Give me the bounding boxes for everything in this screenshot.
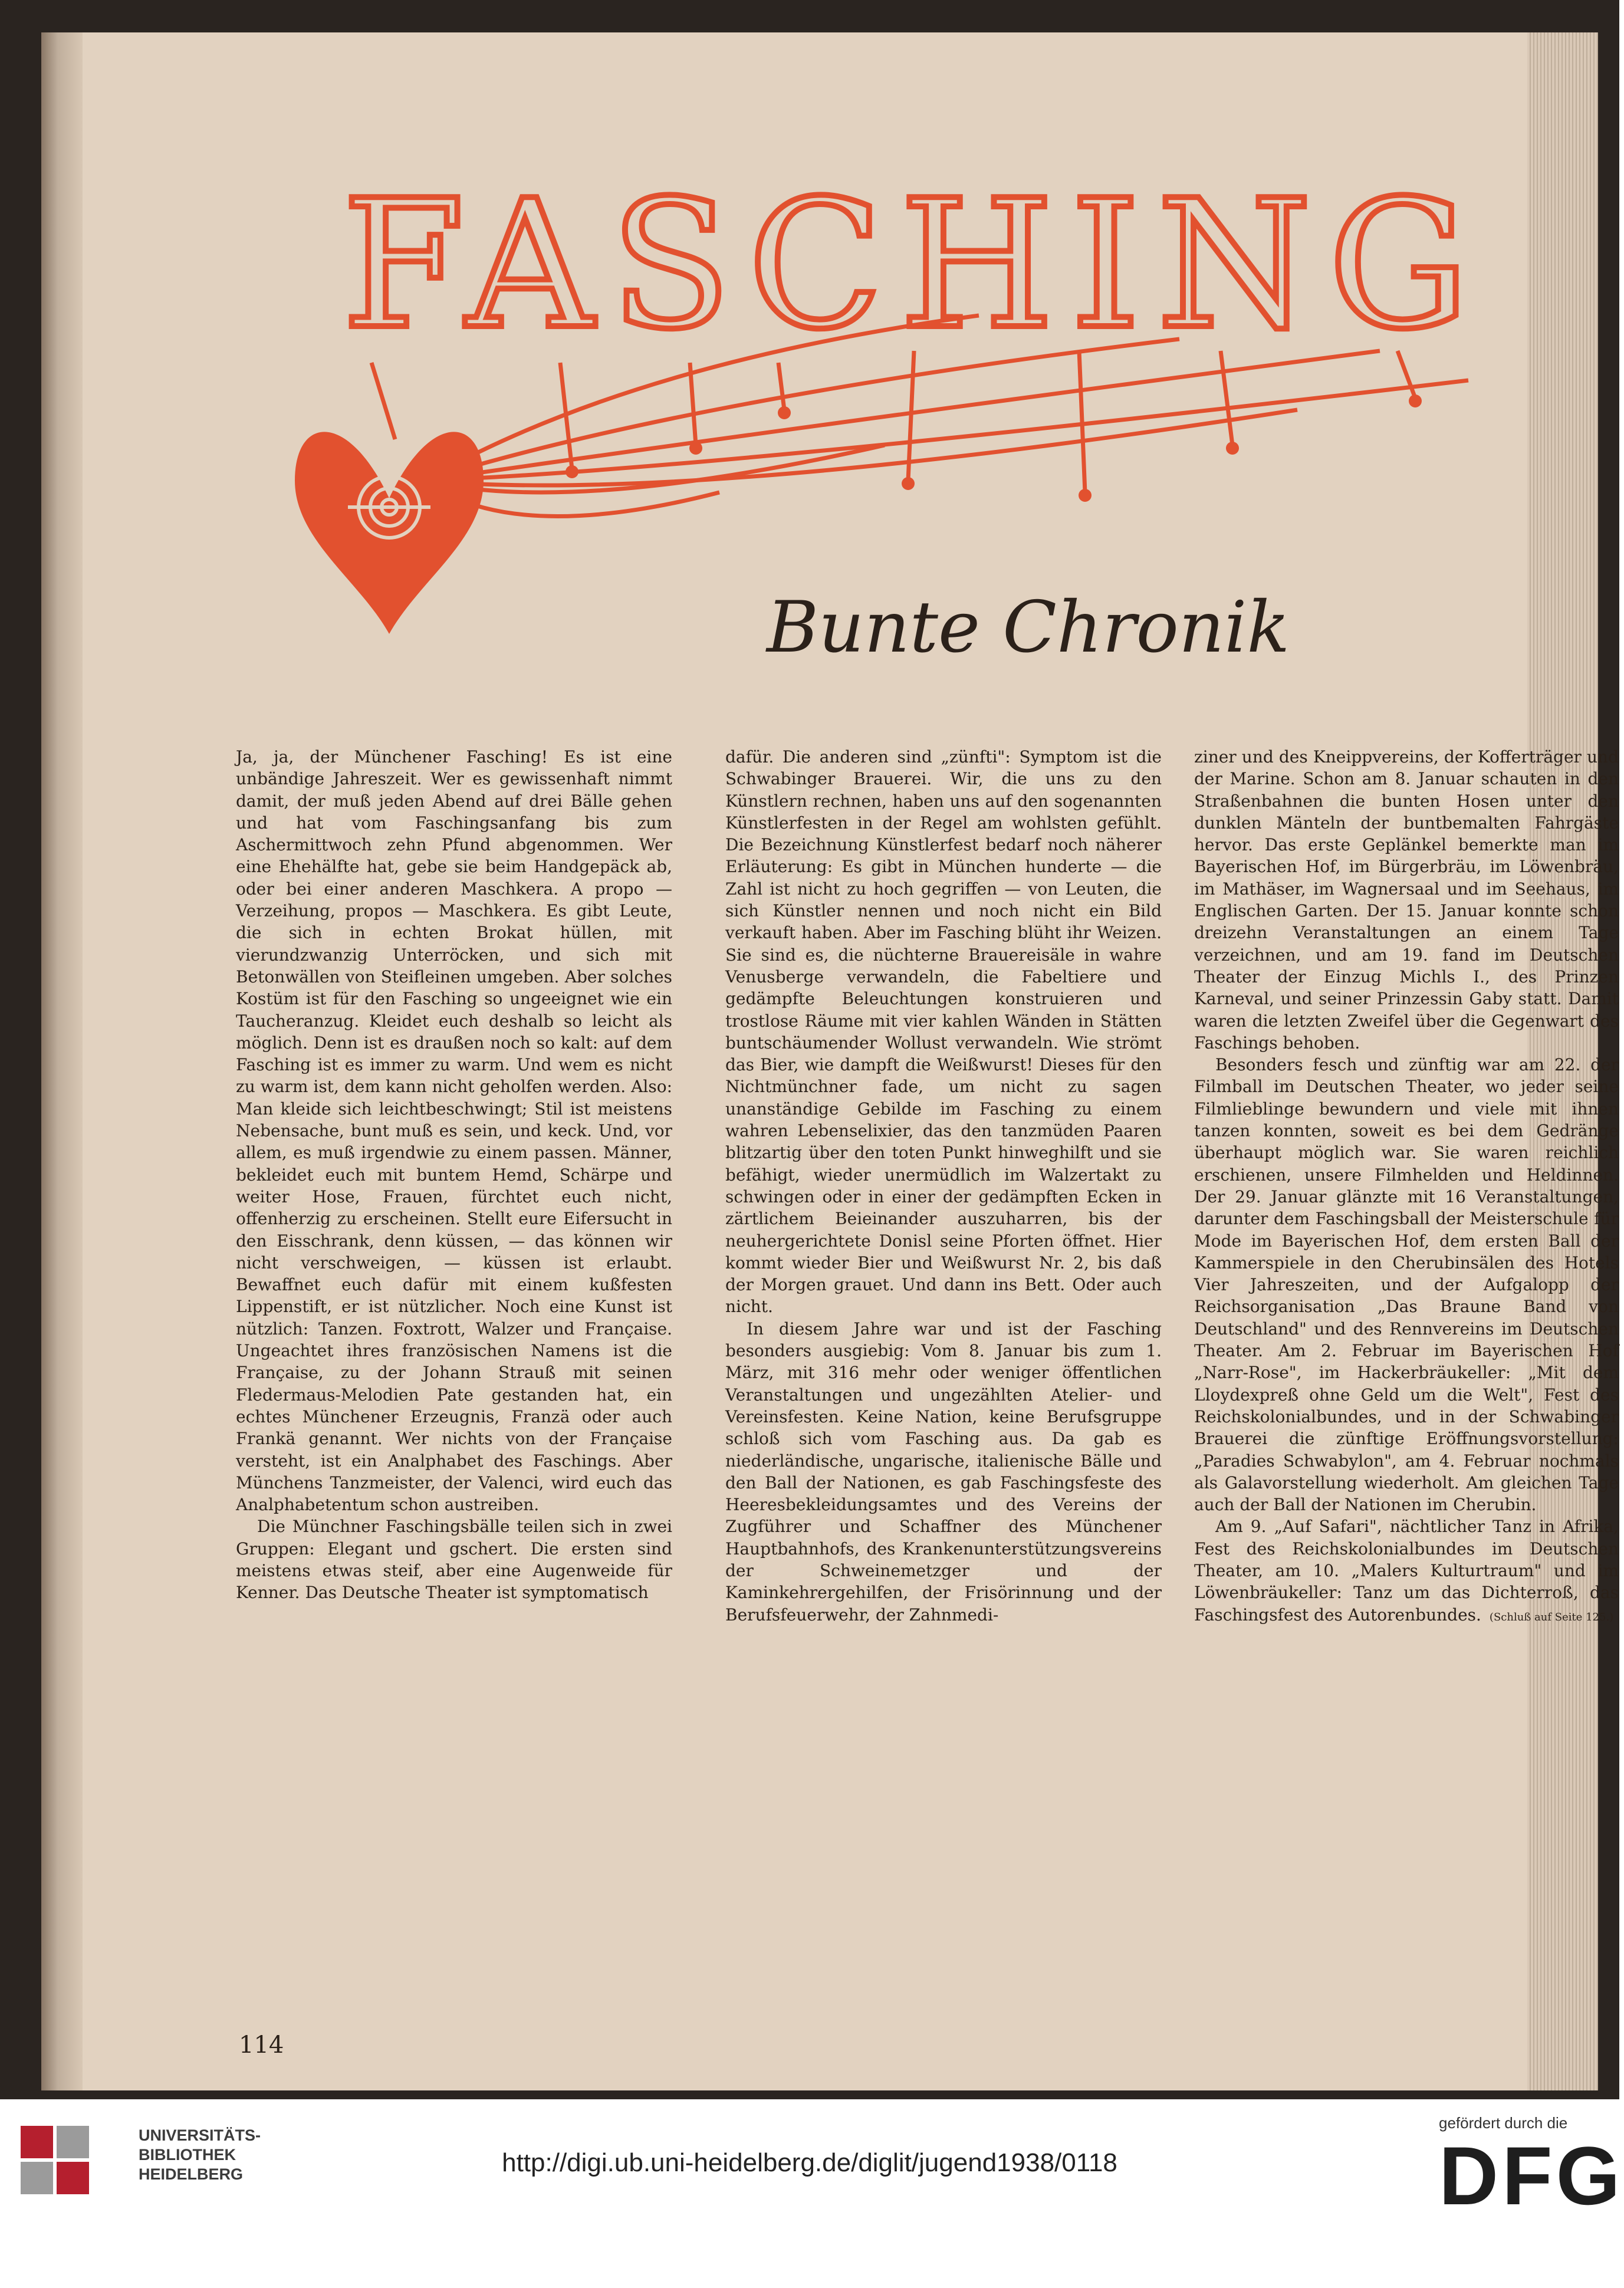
paragraph: ziner und des Kneippvereins, der Kofferträger und der Marine. Schon am 8. Januar schauten in den Straßenbahnen die bunten Hosen unter den dunklen Mänteln der buntbemalten Fahrgäste hervor. Das erste Geplänkel bemerkte man im Bayerischen Hof, im Bürgerbräu, im Löwenbräu, im Mathäser, im Wagnersaal und im Seehaus, im Englischen Garten. Der 15. Januar konnte schon dreizehn Veranstaltungen an einem Tage verzeichnen, und am 19. fand im Deutschen Theater der Einzug Michls I., des Prinzen Karneval, und seiner Prinzessin Gaby statt. Damit waren die letzten Zweifel über die Gegenwart des Faschings behoben.: [1194, 747, 1619, 1053]
continued-note: (Schluß auf Seite 125.): [1489, 1610, 1614, 1623]
dfg-logo[interactable]: DFG: [1439, 2129, 1624, 2222]
text-column-3: [1194, 746, 1619, 1628]
library-name-line: HEIDELBERG: [139, 2165, 244, 2183]
text-column-2: [725, 746, 1162, 1626]
funding-note: gefördert durch die: [1439, 2114, 1568, 2132]
source-url-link[interactable]: http://digi.ub.uni-heidelberg.de/diglit/jugend1938/0118: [502, 2148, 1117, 2177]
title-lettering: [342, 162, 1487, 368]
paragraph: dafür. Die anderen sind „zünfti": Symptom ist die Schwabinger Brauerei. Wir, die uns zu den Künstlern rechnen, haben uns auf den sogenannten Künstlerfesten in der Regel am wohlsten gefühlt. Die Bezeichnung Künstlerfest bedarf noch näherer Erläuterung: Es gibt in München hunderte — die Zahl ist nicht zu hoch gegriffen — von Leuten, die sich Künstler nennen und noch nicht ein Bild verkauft haben. Aber im Fasching blüht ihr Weizen. Sie sind es, die nüchterne Brauereisäle in wahre Venusberge verwandeln, die Fabeltiere und gedämpfte Beleuchtungen konstruieren und trostlose Räume mit vier kahlen Wänden in Stätten buntschäumender Wollust verwandeln. Wie strömt das Bier, wie dampft die Weißwurst! Dieses für den Nichtmünchner fade, um nicht zu sagen unanständige Gebilde im Fasching zu einem wahren Lebenselixier, das den tanzmüden Paaren blitzartig über den toten Punkt hinweghilft und sie befähigt, wieder unermüdlich im Walzertakt zu schwingen oder in einer der gedämpften Ecken in zärtlichem Beieinander auszuharren, bis der neuhergerichtete Donisl seine Pforten öffnet. Hier kommt wieder Bier und Weißwurst Nr. 2, bis daß der Morgen grauet. Und dann ins Bett. Oder auch nicht.: [725, 747, 1162, 1317]
library-name-line: BIBLIOTHEK: [139, 2146, 236, 2164]
paragraph: Ja, ja, der Münchener Fasching! Es ist eine unbändige Jahreszeit. Wer es gewissenhaft nimmt damit, der muß jeden Abend auf drei Bälle gehen und hat vom Faschingsanfang bis zum Aschermittwoch zehn Pfund abgenommen. Wer eine Ehehälfte hat, gebe sie beim Handgepäck ab, oder bei einer anderen Maschkera. A propo — Verzeihung, propos — Maschkera. Es gibt Leute, die sich in echten Brokat hüllen, mit vierundzwanzig Unterröcken, und sich mit Betonwällen von Steifleinen umgeben. Aber solches Kostüm ist für den Fasching so ungeeignet wie ein Taucheranzug. Kleidet euch deshalb so leicht als möglich. Denn ist es draußen noch so kalt: auf dem Fasching ist es immer zu warm. Und wem es nicht zu warm ist, dem kann nicht geholfen werden. Also: Man kleide sich leichtbeschwingt; Stil ist meistens Nebensache, bunt muß es sein, und keck. Und, vor allem, es muß irgendwie zu einem passen. Männer, bekleidet euch mit buntem Hemd, Schärpe und weiter Hose, Frauen, fürchtet euch nicht, offenherzig zu erscheinen. Stellt eure Eifersucht in den Eisschrank, denn küssen, — das können wir nicht verschweigen, — küssen ist erlaubt. Bewaffnet euch dafür mit einem kußfesten Lippenstift, er ist nützlicher. Noch eine Kunst ist nützlich: Tanzen. Foxtrott, Walzer und Française. Ungeachtet ihres französischen Namens ist die Française, zu der Johann Strauß mit seinen Fledermaus-Melodien Pate gestanden hat, ein echtes Münchener Erzeugnis, Franzä oder auch Frankä genannt. Wer nichts von der Française versteht, ist ein Analphabet des Faschings. Aber Münchens Tanzmeister, der Valenci, wird euch das Analphabetentum schon austreiben.: [236, 747, 672, 1515]
page-title: FASCHING: [342, 162, 1487, 368]
paragraph: In diesem Jahre war und ist der Fasching besonders ausgiebig: Vom 8. Januar bis zum 1. März, mit 316 mehr oder weniger öffentlichen Veranstaltungen und ungezählten Atelier- und Vereinsfesten. Keine Nation, keine Berufsgruppe schloß sich vom Fasching aus. Da gab es niederländische, ungarische, italienische Bälle und den Ball der Nationen, es gab Faschingsfeste des Heeresbekleidungsamtes und des Vereins der Zugführer und Schaffner des Münchener Hauptbahnhofs, des Krankenunterstützungsvereins der Schweinemetzger und der Kaminkehrergehilfen, der Frisörinnung und der Berufsfeuerwehr, der Zahnmedi-: [725, 1319, 1162, 1625]
paragraph-final: [1194, 1516, 1619, 1628]
paragraph: Besonders fesch und zünftig war am 22. der Filmball im Deutschen Theater, wo jeder seine Filmlieblinge bewundern und viele mit ihnen tanzen konnten, soweit es bei dem Gedränge überhaupt möglich war. Sie waren reichlich erschienen, unsere Filmhelden und Heldinnen. Der 29. Januar glänzte mit 16 Veranstaltungen, darunter dem Faschingsball der Meisterschule für Mode im Bayerischen Hof, dem ersten Ball der Kammerspiele in den Cherubinsälen des Hotels Vier Jahreszeiten, und der Aufgalopp der Reichsorganisation „Das Braune Band von Deutschland" und des Rennvereins im Deutschen Theater. Am 2. Februar im Bayerischen Hof „Narr-Rose", im Hackerbräukeller: „Mit dem Lloydexpreß ohne Geld um die Welt", Fest des Reichskolonialbundes, und in der Schwabinger Brauerei die zünftige Eröffnungsvorstellung: „Paradies Schwabylon", am 4. Februar nochmals als Galavorstellung wiederholt. Am gleichen Tage auch der Ball der Nationen im Cherubin.: [1194, 1055, 1619, 1515]
text-column-1: [236, 746, 672, 1604]
magazine-page: [41, 32, 1619, 2090]
library-name-line: UNIVERSITÄTS-: [139, 2126, 261, 2144]
page-number: 114: [239, 2031, 284, 2059]
subtitle: Bunte Chronik: [767, 587, 1290, 669]
paragraph-text: Am 9. „Auf Safari", nächtlicher Tanz in Afrika, Fest des Reichskolonialbundes im Deutschen Theater, am 10. „Malers Kulturtraum" und im Löwenbräukeller: Tanz um das Dichterroß, das Faschingsfest des Autorenbundes.: [1194, 1517, 1619, 1625]
paragraph: Die Münchner Faschingsbälle teilen sich in zwei Gruppen: Elegant und gschert. Die ersten sind meistens etwas steif, aber eine Augenweide für Kenner. Das Deutsche Theater ist symptomatisch: [236, 1517, 672, 1603]
heart-icon: [295, 432, 484, 634]
